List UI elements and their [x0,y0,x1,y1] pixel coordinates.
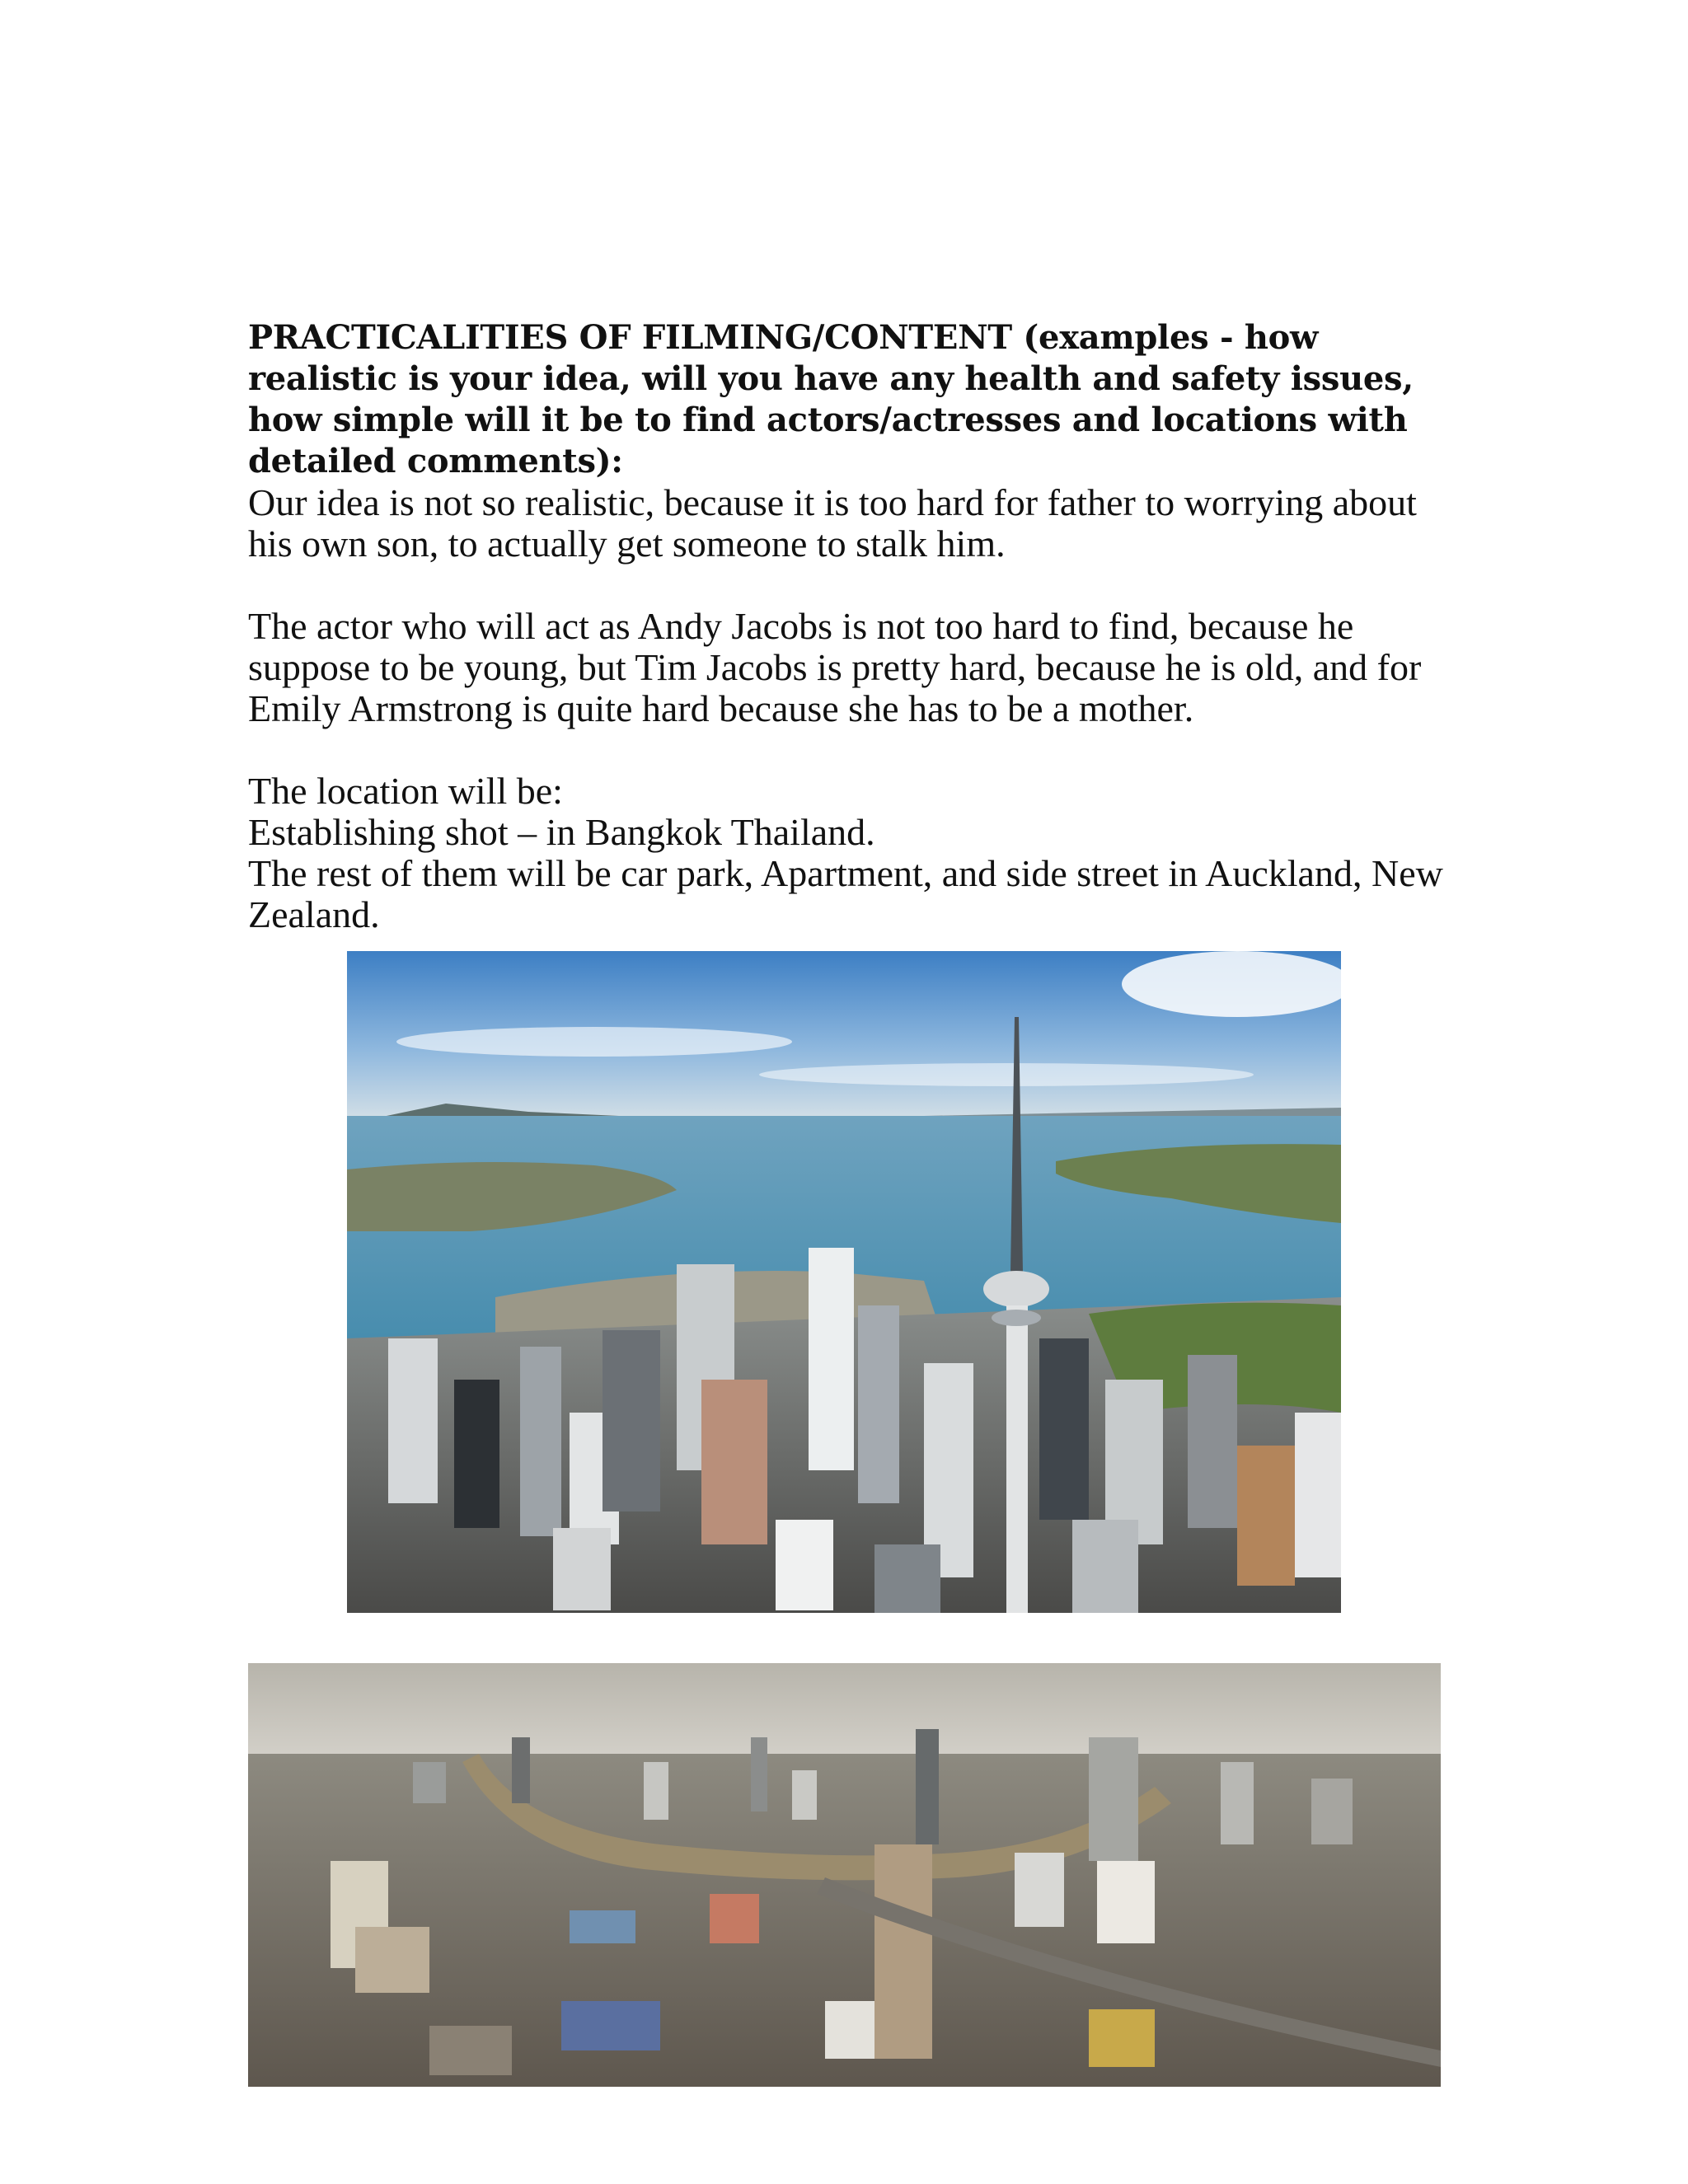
paragraph-establishing-shot: Establishing shot – in Bangkok Thailand. [248,811,875,853]
paragraph-location-intro: The location will be: [248,770,563,812]
bangkok-panorama-photo [248,1663,1441,2087]
paragraph-actors: The actor who will act as Andy Jacobs is not too hard to find, because he suppose to be young, but Tim Jacobs is pretty hard, because he is old, and for Emily Armstrong is quite hard because she has to be a mother. [248,605,1422,729]
auckland-aerial-photo [347,951,1341,1613]
section-heading: PRACTICALITIES OF FILMING/CONTENT (examples - how realistic is your idea, will you have any health and safety issues, how simple will it be to find actors/actresses and locations with detailed comments): [248,318,1414,480]
paragraph-realism: Our idea is not so realistic, because it is too hard for father to worrying about his own son, to actually get someone to stalk him. [248,481,1417,565]
document-text [248,317,1443,935]
paragraph-other-locations: The rest of them will be car park, Apartment, and side street in Auckland, New Zealand. [248,852,1443,935]
